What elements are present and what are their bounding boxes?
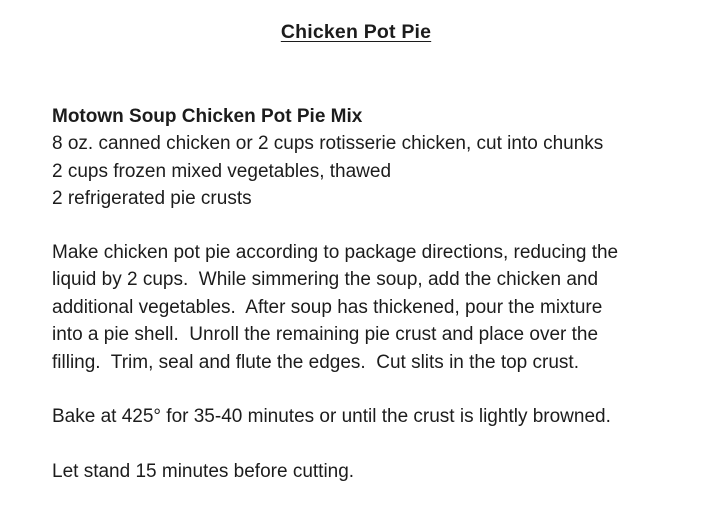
stand-instruction: Let stand 15 minutes before cutting.	[52, 460, 355, 482]
mix-heading: Motown Soup Chicken Pot Pie Mix	[52, 105, 363, 127]
directions-line: into a pie shell. Unroll the remaining pie crust and place over the	[52, 324, 599, 345]
bake-instruction: Bake at 425° for 35-40 minutes or until the crust is lightly browned.	[52, 406, 611, 427]
title-row	[0, 0, 712, 47]
ingredient-line: 2 cups frozen mixed vegetables, thawed	[52, 160, 392, 182]
ingredient-line: 2 refrigerated pie crusts	[52, 188, 252, 209]
directions-line: liquid by 2 cups. While simmering the soup, add the chicken and	[52, 269, 599, 290]
recipe-body	[52, 103, 672, 486]
directions-line: additional vegetables. After soup has thickened, pour the mixture	[52, 296, 603, 318]
directions-line: filling. Trim, seal and flute the edges. Cut slits in the top crust.	[52, 351, 579, 373]
recipe-title: Chicken Pot Pie	[280, 21, 432, 43]
ingredient-line: 8 oz. canned chicken or 2 cups rotisserie chicken, cut into chunks	[52, 133, 604, 154]
directions-line: Make chicken pot pie according to package directions, reducing the	[52, 241, 619, 263]
